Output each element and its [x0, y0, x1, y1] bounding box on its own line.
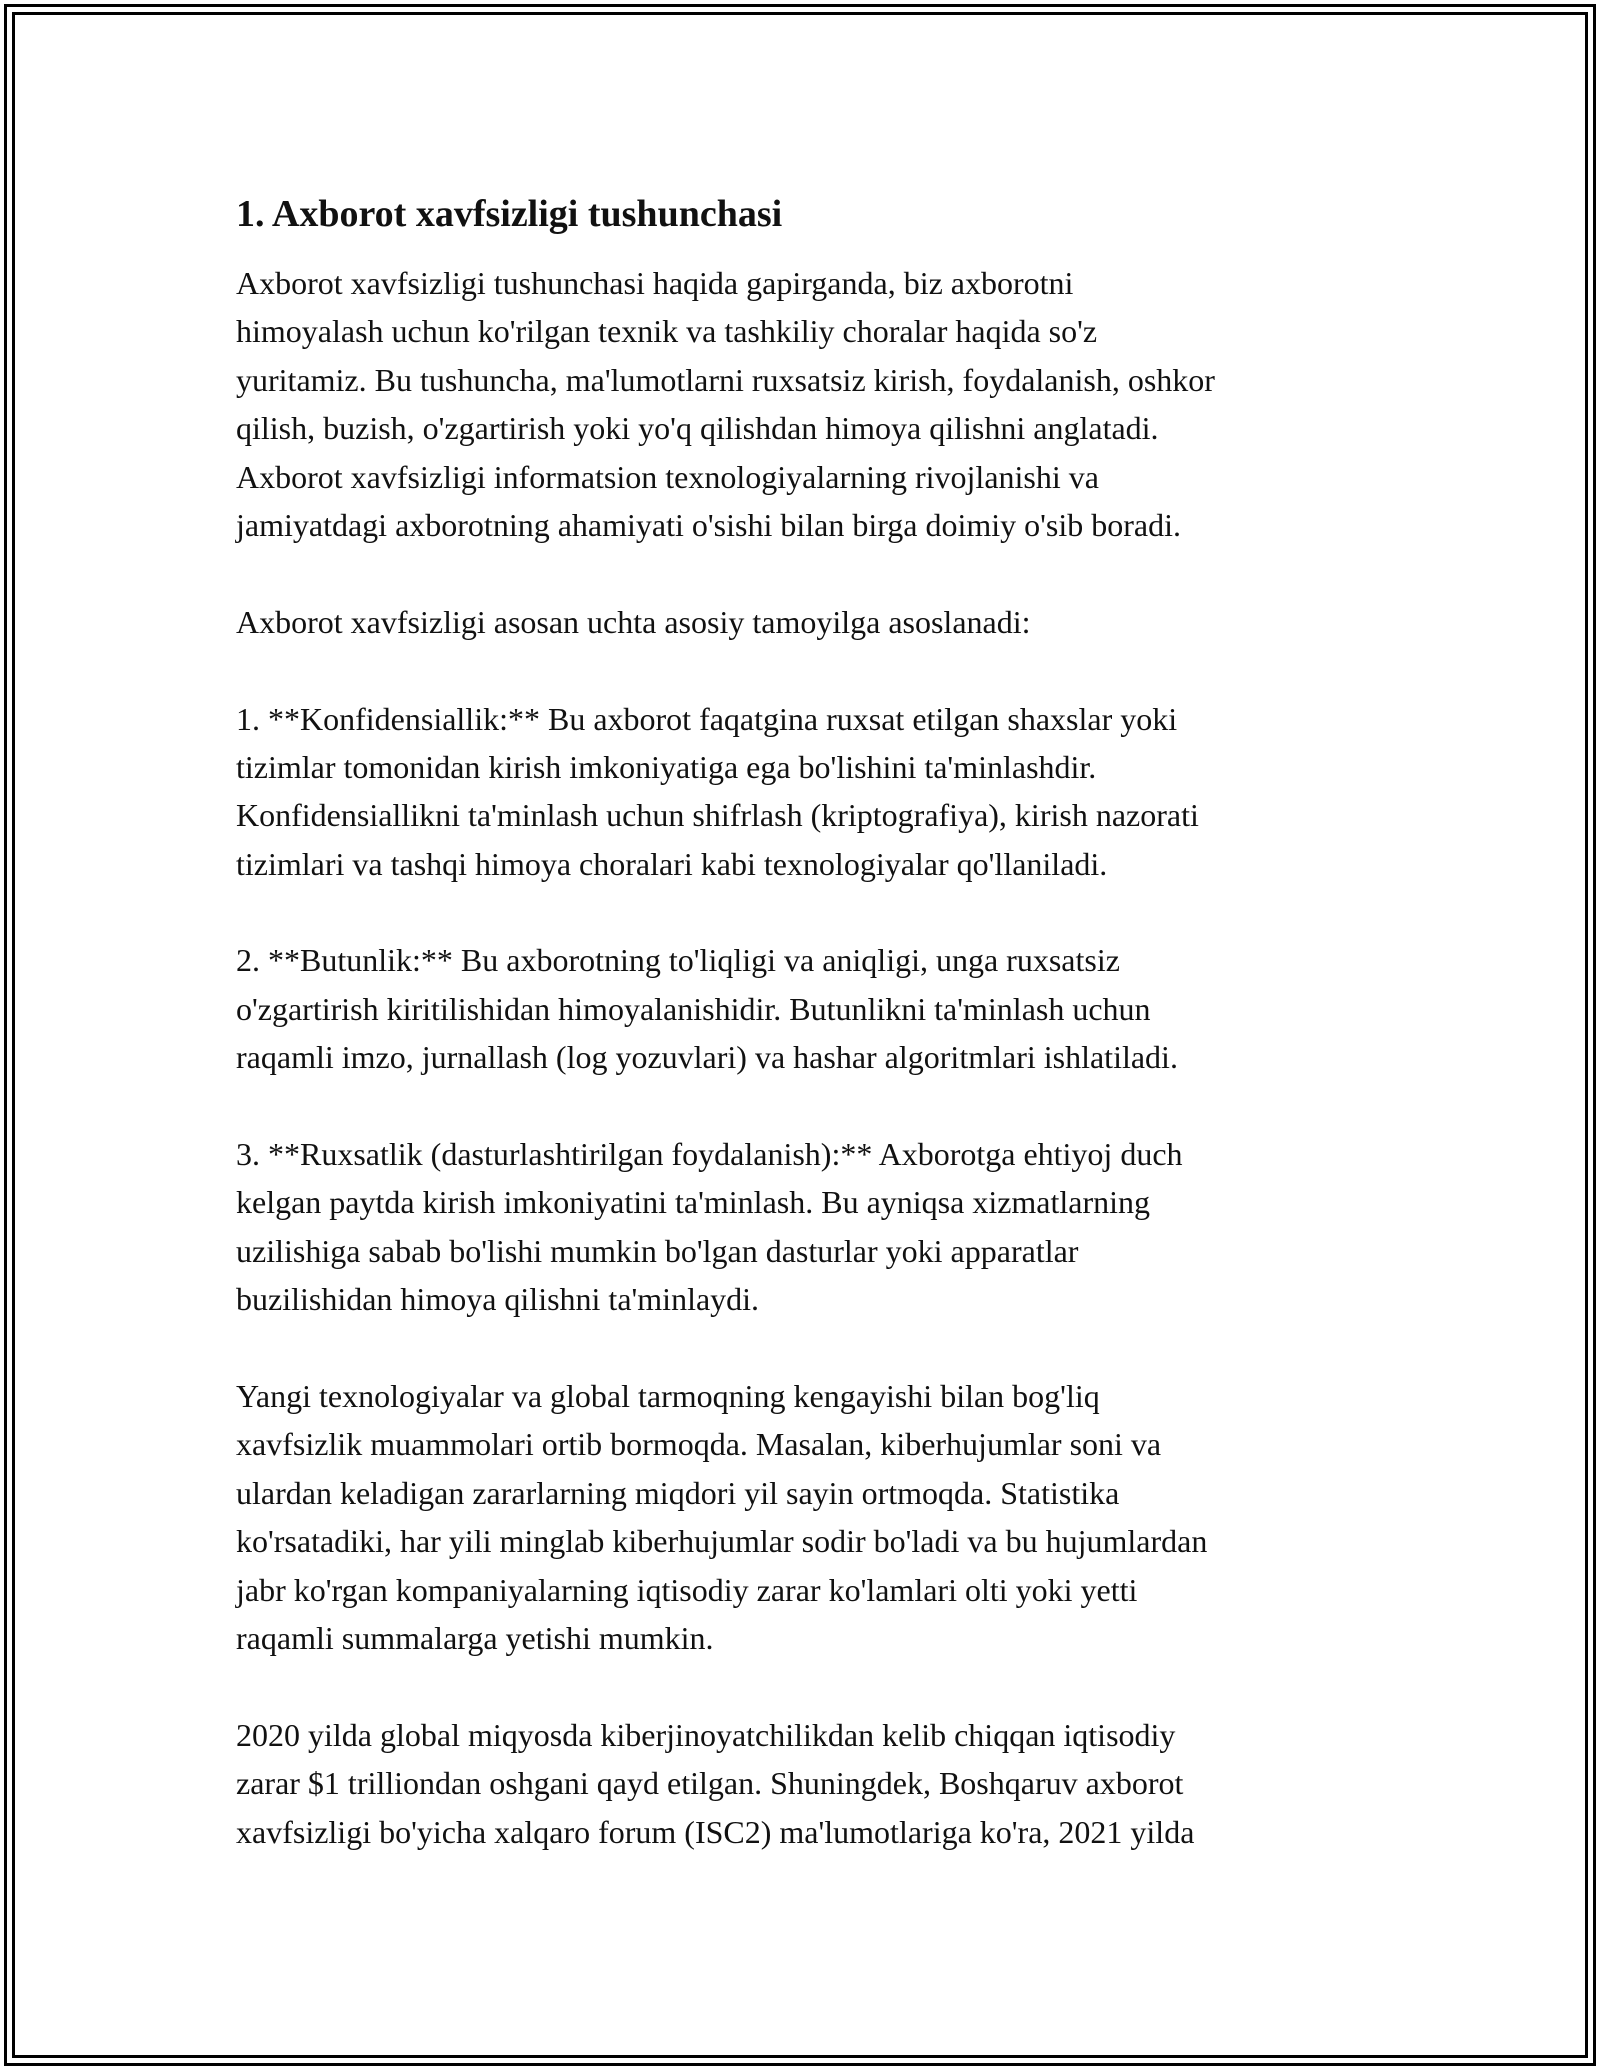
text-line: yuritamiz. Bu tushuncha, ma'lumotlarni ruxsatsiz kirish, foydalanish, oshkor: [236, 361, 1215, 398]
text-line: buzilishidan himoya qilishni ta'minlaydi.: [236, 1281, 760, 1318]
paragraph-spacer: [236, 888, 1376, 936]
paragraph-confidentiality: [236, 695, 1376, 889]
text-line: Konfidensiallikni ta'minlash uchun shifrlash (kriptografiya), kirish nazorati: [236, 797, 1199, 834]
paragraph-spacer: [236, 549, 1376, 597]
text-line: zarar $1 trilliondan oshgani qayd etilgan. Shuningdek, Boshqaruv axborot: [236, 1765, 1184, 1802]
paragraph-availability: [236, 1130, 1376, 1324]
text-line: Yangi texnologiyalar va global tarmoqning kengayishi bilan bog'liq: [236, 1377, 1100, 1414]
text-line: Axborot xavfsizligi tushunchasi haqida gapirganda, biz axborotni: [236, 265, 1074, 301]
text-line: 2020 yilda global miqyosda kiberjinoyatchilikdan kelib chiqqan iqtisodiy: [236, 1716, 1176, 1753]
paragraph-threats: [236, 1372, 1376, 1662]
paragraph-intro: [236, 259, 1376, 549]
text-line: jabr ko'rgan kompaniyalarning iqtisodiy zarar ko'lamlari olti yoki yetti: [236, 1571, 1138, 1608]
paragraph-integrity: [236, 936, 1376, 1081]
text-line: kelgan paytda kirish imkoniyatini ta'minlash. Bu ayniqsa xizmatlarning: [236, 1184, 1151, 1221]
text-line: o'zgartirish kiritilishidan himoyalanishidir. Butunlikni ta'minlash uchun: [236, 990, 1151, 1027]
text-line: uzilishiga sabab bo'lishi mumkin bo'lgan dasturlar yoki apparatlar: [236, 1232, 1079, 1269]
paragraph-spacer: [236, 1662, 1376, 1710]
paragraph-statistics: [236, 1711, 1376, 1856]
text-line: ulardan keladigan zararlarning miqdori yil sayin ortmoqda. Statistika: [236, 1474, 1120, 1511]
text-line: xavfsizligi bo'yicha xalqaro forum (ISC2) ma'lumotlariga ko'ra, 2021 yilda: [236, 1813, 1195, 1850]
text-line: Axborot xavfsizligi informatsion texnologiyalarning rivojlanishi va: [236, 458, 1099, 495]
document-body: [236, 188, 1376, 1856]
paragraph-principles-intro: [236, 598, 1376, 646]
text-line: 2. **Butunlik:** Bu axborotning to'liqligi va aniqligi, unga ruxsatsiz: [236, 942, 1120, 979]
text-line: tizimlar tomonidan kirish imkoniyatiga ega bo'lishini ta'minlashdir.: [236, 748, 1097, 785]
text-line: ko'rsatadiki, har yili minglab kiberhujumlar sodir bo'ladi va bu hujumlardan: [236, 1523, 1208, 1560]
text-line: 3. **Ruxsatlik (dasturlashtirilgan foydalanish):** Axborotga ehtiyoj duch: [236, 1136, 1183, 1173]
section-heading: 1. Axborot xavfsizligi tushunchasi: [236, 193, 783, 235]
text-line: Axborot xavfsizligi asosan uchta asosiy tamoyilga asoslanadi:: [236, 603, 1031, 640]
text-line: raqamli summalarga yetishi mumkin.: [236, 1619, 714, 1656]
paragraph-spacer: [236, 1082, 1376, 1130]
text-line: xavfsizlik muammolari ortib bormoqda. Masalan, kiberhujumlar soni va: [236, 1426, 1162, 1463]
text-line: 1. **Konfidensiallik:** Bu axborot faqatgina ruxsat etilgan shaxslar yoki: [236, 700, 1178, 737]
text-line: raqamli imzo, jurnallash (log yozuvlari) va hashar algoritmlari ishlatiladi.: [236, 1039, 1178, 1076]
text-line: himoyalash uchun ko'rilgan texnik va tashkiliy choralar haqida so'z: [236, 313, 1098, 350]
paragraph-spacer: [236, 646, 1376, 694]
text-line: tizimlari va tashqi himoya choralari kabi texnologiyalar qo'llaniladi.: [236, 845, 1108, 882]
text-line: jamiyatdagi axborotning ahamiyati o'sishi bilan birga doimiy o'sib boradi.: [236, 506, 1182, 543]
text-line: qilish, buzish, o'zgartirish yoki yo'q qilishdan himoya qilishni anglatadi.: [236, 410, 1159, 447]
paragraph-spacer: [236, 1324, 1376, 1372]
